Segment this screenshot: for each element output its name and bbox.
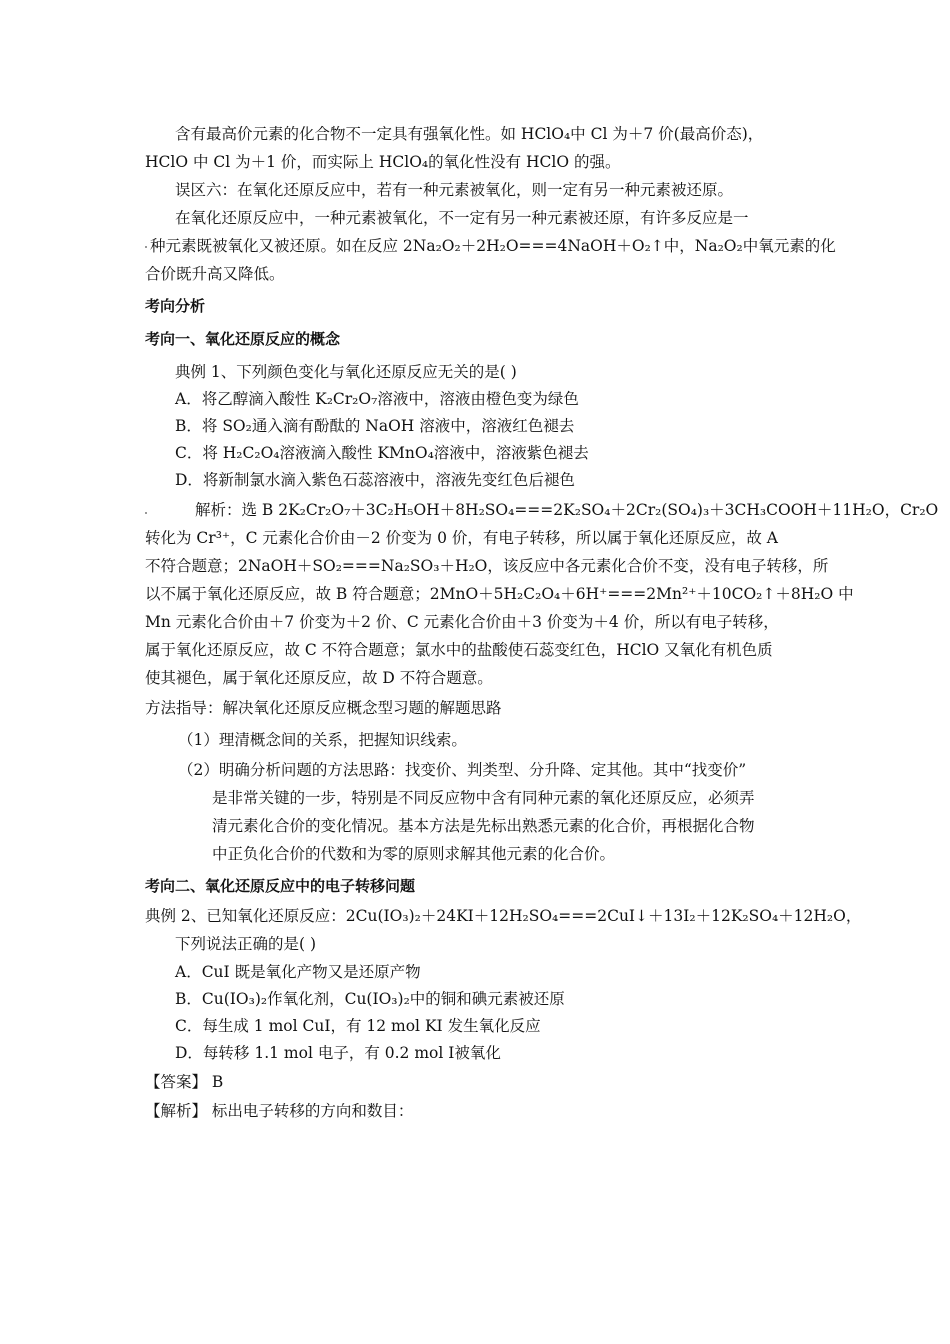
- paragraph-line: 种元素既被氧化又被还原。如在反应 2Na₂O₂＋2H₂O===4NaOH＋O₂↑中，Na₂O₂中氧元素的化: [150, 237, 836, 255]
- section-heading: 考向二、氧化还原反应中的电子转移问题: [145, 877, 416, 895]
- option-a: A．CuI 既是氧化产物又是还原产物: [175, 963, 421, 981]
- method-item-continued: 是非常关键的一步，特别是不同反应物中含有同种元素的氧化还原反应，必须弄: [212, 789, 755, 807]
- solution-line: Mn 元素化合价由＋7 价变为＋2 价、C 元素化合价由＋3 价变为＋4 价，所以有电子转移，: [145, 613, 779, 631]
- option-b: B．Cu(IO₃)₂作氧化剂，Cu(IO₃)₂中的铜和碘元素被还原: [175, 990, 565, 1008]
- solution-line: 使其褪色，属于氧化还原反应，故 D 不符合题意。: [145, 669, 493, 687]
- analysis-line: 【解析】 标出电子转移的方向和数目：: [145, 1102, 414, 1120]
- solution-line: 以不属于氧化还原反应，故 B 符合题意；2MnO＋5H₂C₂O₄＋6H⁺===2Mn²⁺＋10CO₂↑＋8H₂O 中: [145, 585, 854, 603]
- method-item-continued: 中正负化合价的代数和为零的原则求解其他元素的化合价。: [212, 845, 616, 863]
- paragraph-line: 误区六：在氧化还原反应中，若有一种元素被氧化，则一定有另一种元素被还原。: [175, 181, 734, 199]
- question-stem-continued: 下列说法正确的是( ): [175, 935, 317, 953]
- option-c: C．将 H₂C₂O₄溶液滴入酸性 KMnO₄溶液中，溶液紫色褪去: [175, 444, 589, 462]
- method-item: （1）理清概念间的关系，把握知识线索。: [178, 731, 467, 749]
- option-a: A．将乙醇滴入酸性 K₂Cr₂O₇溶液中，溶液由橙色变为绿色: [175, 390, 579, 408]
- solution-line: 不符合题意；2NaOH＋SO₂===Na₂SO₃＋H₂O，该反应中各元素化合价不变，没有电子转移，所: [145, 557, 829, 575]
- option-d: D．每转移 1.1 mol 电子，有 0.2 mol I被氧化: [175, 1044, 501, 1062]
- stray-mark: [145, 246, 147, 248]
- paragraph-line: HClO 中 Cl 为＋1 价，而实际上 HClO₄的氧化性没有 HClO 的强。: [145, 153, 621, 171]
- stray-mark: [145, 512, 147, 514]
- option-b: B．将 SO₂通入滴有酚酞的 NaOH 溶液中，溶液红色褪去: [175, 417, 575, 435]
- solution-line: 解析：选 B 2K₂Cr₂O₇＋3C₂H₅OH＋8H₂SO₄===2K₂SO₄＋2Cr₂(SO₄)₃＋3CH₃COOH＋11H₂O，Cr₂O: [195, 501, 939, 519]
- solution-line: 转化为 Cr³⁺，C 元素化合价由－2 价变为 0 价，有电子转移，所以属于氧化还原反应，故 A: [145, 529, 779, 547]
- answer-line: 【答案】 B: [145, 1073, 224, 1091]
- method-item-continued: 清元素化合价的变化情况。基本方法是先标出熟悉元素的化合价，再根据化合物: [212, 817, 755, 835]
- method-item: （2）明确分析问题的方法思路：找变价、判类型、分升降、定其他。其中“找变价”: [178, 761, 747, 779]
- option-d: D．将新制氯水滴入紫色石蕊溶液中，溶液先变红色后褪色: [175, 471, 575, 489]
- option-c: C．每生成 1 mol CuI，有 12 mol KI 发生氧化反应: [175, 1017, 541, 1035]
- section-heading: 考向一、氧化还原反应的概念: [145, 330, 341, 348]
- section-heading: 考向分析: [145, 297, 206, 315]
- solution-line: 属于氧化还原反应，故 C 不符合题意；氯水中的盐酸使石蕊变红色，HClO 又氧化有机色质: [145, 641, 773, 659]
- paragraph-line: 合价既升高又降低。: [145, 265, 285, 283]
- question-stem: 典例 1、下列颜色变化与氧化还原反应无关的是( ): [175, 363, 517, 381]
- paragraph-line: 在氧化还原反应中，一种元素被氧化，不一定有另一种元素被还原，有许多反应是一: [175, 209, 749, 227]
- paragraph-line: 含有最高价元素的化合物不一定具有强氧化性。如 HClO₄中 Cl 为＋7 价(最高价态)，: [175, 125, 764, 143]
- method-heading: 方法指导：解决氧化还原反应概念型习题的解题思路: [145, 699, 502, 717]
- question-stem: 典例 2、已知氧化还原反应：2Cu(IO₃)₂＋24KI＋12H₂SO₄===2CuI↓＋13I₂＋12K₂SO₄＋12H₂O，: [145, 907, 862, 925]
